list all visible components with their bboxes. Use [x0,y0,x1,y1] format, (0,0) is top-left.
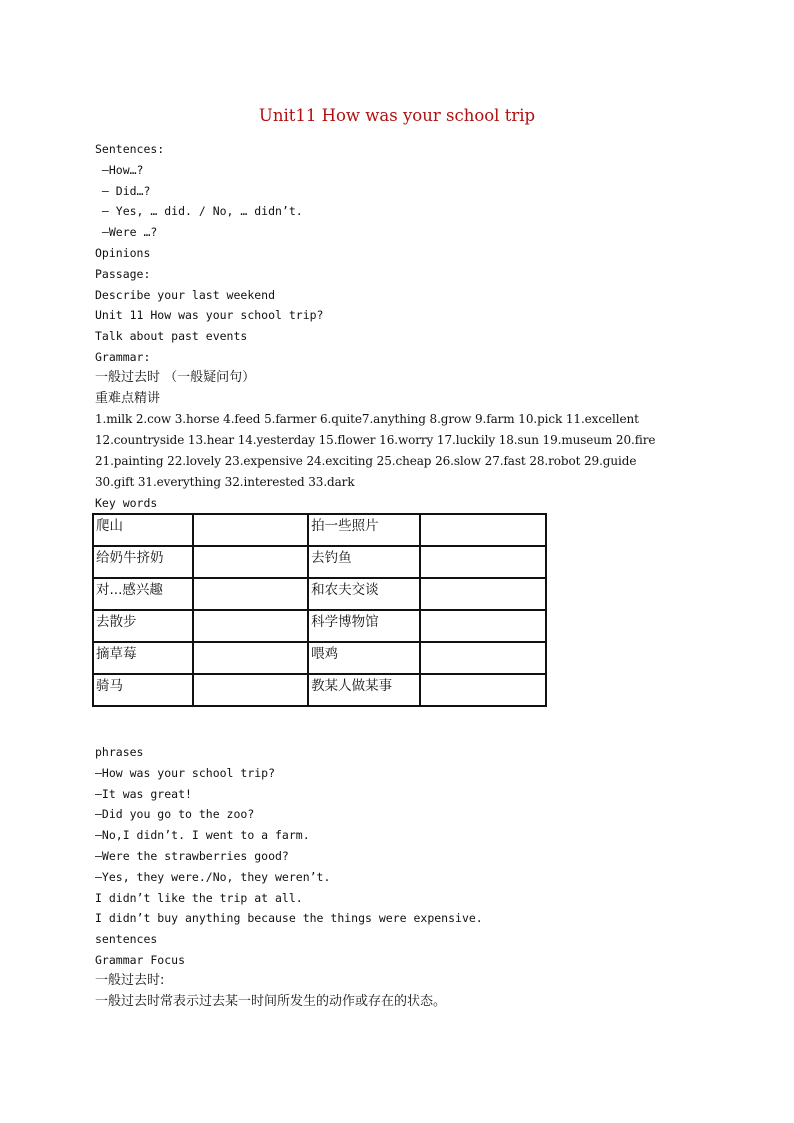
vocab-line: 1.milk 2.cow 3.horse 4.feed 5.farmer 6.quite7.anything 8.grow 9.farm 10.pick 11.excellent [95,412,639,427]
text-line: Grammar Focus [95,952,186,967]
text-line: sentences [95,932,158,947]
phrases-section [95,742,715,1012]
intro-section [95,139,715,513]
table-cell: 和农夫交谈 [308,578,420,610]
past-tense-heading: 一般过去时: [95,972,165,988]
table-cell: 对...感兴趣 [93,578,193,610]
table-cell: 爬山 [93,514,193,546]
table-cell [420,578,546,610]
grammar-cn: 一般过去时 （一般疑问句） [95,369,256,385]
text-line: Unit 11 How was your school trip? [95,308,324,323]
table-cell: 教某人做某事 [308,674,420,706]
text-line: Talk about past events [95,329,248,344]
table-cell [420,546,546,578]
table-cell [420,514,546,546]
table-row [93,578,546,610]
table-row [93,642,546,674]
text-line: —Yes, they were./No, they weren’t. [95,869,331,884]
text-line: Describe your last weekend [95,287,276,302]
text-line: Opinions [95,245,151,260]
vocab-line: 12.countryside 13.hear 14.yesterday 15.flower 16.worry 17.luckily 18.sun 19.museum 20.fire [95,433,656,448]
text-line: —No,I didn’t. I went to a farm. [95,828,310,843]
key-words-label: Key words [95,495,158,510]
vocab-line: 30.gift 31.everything 32.interested 33.dark [95,474,355,489]
key-words-table [92,513,547,707]
table-cell [420,610,546,642]
table-cell [193,546,308,578]
vocab-line: 21.painting 22.lovely 23.expensive 24.exciting 25.cheap 26.slow 27.fast 28.robot 29.guide [95,453,637,468]
text-line: —It was great! [95,786,192,801]
table-row [93,514,546,546]
past-tense-definition: 一般过去时常表示过去某一时间所发生的动作或存在的状态。 [95,993,447,1009]
table-cell: 摘草莓 [93,642,193,674]
text-line: I didn’t buy anything because the things were expensive. [95,911,483,926]
text-line: – Did…? [95,183,151,198]
table-cell: 给奶牛挤奶 [93,546,193,578]
text-line: Passage: [95,266,151,281]
text-line: —How was your school trip? [95,765,276,780]
table-cell [420,674,546,706]
text-line: —Did you go to the zoo? [95,807,255,822]
table-cell: 去钓鱼 [308,546,420,578]
table-cell [420,642,546,674]
text-line: –How…? [95,162,144,177]
table-cell [193,674,308,706]
table-cell: 去散步 [93,610,193,642]
table-cell: 科学博物馆 [308,610,420,642]
text-line: – Yes, … did. / No, … didn’t. [95,204,303,219]
text-line: I didn’t like the trip at all. [95,890,303,905]
table-cell: 喂鸡 [308,642,420,674]
table-cell [193,610,308,642]
text-line: Grammar: [95,349,151,364]
focus-heading: 重难点精讲 [95,390,161,406]
table-cell [193,578,308,610]
table-row [93,546,546,578]
text-line: –Were …? [95,225,158,240]
table-cell: 拍一些照片 [308,514,420,546]
text-line: —Were the strawberries good? [95,848,289,863]
page-title: Unit11 How was your school trip [258,106,536,125]
table-row [93,610,546,642]
text-line: Sentences: [95,142,165,156]
table-cell [193,642,308,674]
text-line: phrases [95,745,144,759]
table-cell [193,514,308,546]
table-row [93,674,546,706]
table-cell: 骑马 [93,674,193,706]
